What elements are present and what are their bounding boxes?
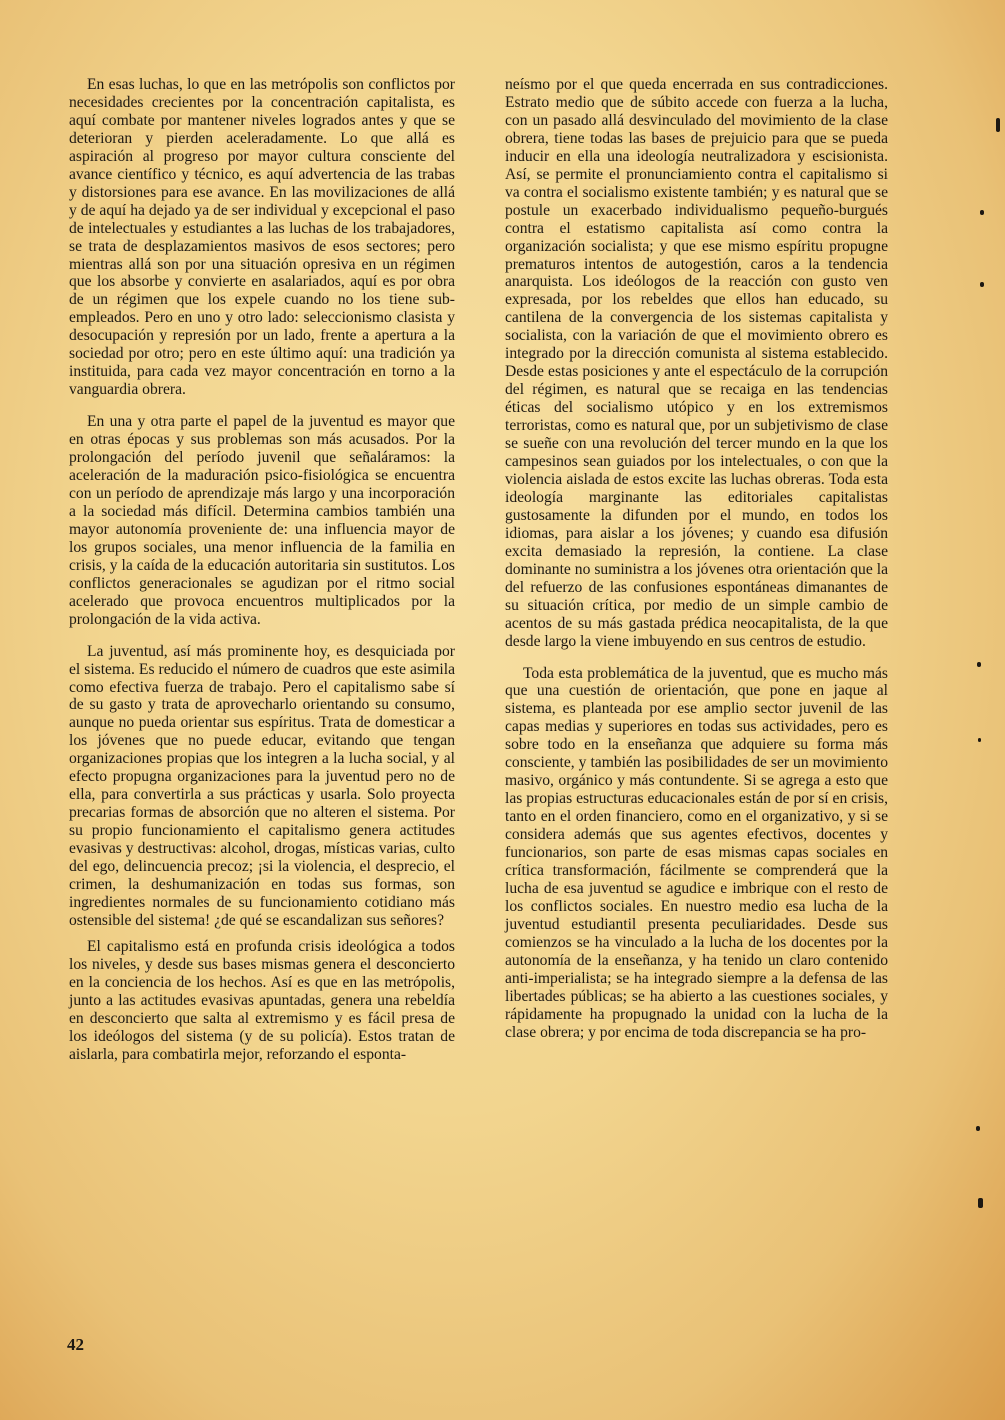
edge-ink-mark	[996, 118, 1000, 132]
edge-ink-mark	[980, 210, 984, 215]
paragraph-4: El capitalismo está en profunda crisis ideológica a todos los niveles, y desde sus bases mismas genera el desconcierto en la conciencia de los hechos. Así es que en las metrópolis, junto a las actitudes evasivas apuntadas, genera una rebeldía en desconcierto que salta al extremismo y es fácil presa de los ideólogos del sistema (y de su policía). Estos tratan de aislarla, para combatirla mejor, reforzando el esponta-	[69, 937, 455, 1063]
right-text-column	[505, 76, 888, 1050]
paragraph-5: neísmo por el que queda encerrada en sus contradicciones. Estrato medio que de súbito accede con fuerza a la lucha, con un pasado allá desvinculado del movimiento de la clase obrera, tiene todas las bases de prejuicio para que se pueda inducir en ella una ideología neutralizadora y escisionista. Así, se permite el pronunciamiento contra el capitalismo si va contra el socialismo existente también; y es natural que se postule un exacerbado individualismo pequeño-burgués contra el estatismo capitalista así como contra la organización socialista; y que ese mismo espíritu propugne prematuros intentos de autogestión, caros a la tendencia anarquista. Los ideólogos de la reacción con gusto ven expresada, por los rebeldes que ellos han educado, su cantilena de la convergencia de los sistemas capitalista y socialista, con la variación de que el movimiento obrero es integrado por la dirección comunista al sistema establecido. Desde estas posiciones y ante el espectáculo de la corrupción del régimen, es natural que se recaiga en las tendencias éticas del socialismo utópico y en los extremismos terroristas, como es natural que, por un subjetivismo de clase se sueñe con una revolución del tercer mundo en la que los campesinos sean guiados por los intelectuales, o con que la violencia aislada de estos excite las luchas obreras. Toda esta ideología marginante las editoriales capitalistas gustosamente la difunden por el mundo, en todos los idiomas, para aislar a los jóvenes; y cuando esa difusión excita demasiado la represión, la contiene. La clase dominante no suministra a los jóvenes otra orientación que la del refuerzo de las confusiones espontáneas dimanantes de su situación crítica, por medio de un simple cambio de acentos de su más gastada prédica neocapitalista, de la que desde largo la viene imbuyendo en sus centros de estudio.	[505, 76, 888, 650]
edge-ink-mark	[977, 662, 981, 667]
page-number: 42	[67, 1335, 84, 1354]
left-text-column	[69, 76, 455, 1072]
paragraph-2: En una y otra parte el papel de la juventud es mayor que en otras épocas y sus problemas son más acusados. Por la prolongación del período juvenil que señaláramos: la aceleración de la maduración psico-fisiológica se encuentra con un período de aprendizaje más largo y una incorporación a la sociedad más difícil. Determina cambios también una mayor autonomía proveniente de: una influencia mayor de los grupos sociales, una menor influencia de la familia en crisis, y la caída de la educación autoritaria sin sustitutos. Los conflictos generacionales se agudizan por el ritmo social acelerado que provoca encuentros multiplicados por la prolongación de la vida activa.	[69, 413, 455, 628]
paragraph-6: Toda esta problemática de la juventud, que es mucho más que una cuestión de orientación, que pone en jaque al sistema, es planteada por ese amplio sector juvenil de las capas medias y superiores en todas sus actividades, pero es sobre todo en la enseñanza que adquiere su forma más consciente, y también las posibilidades de ser un movimiento masivo, orgánico y más contundente. Si se agrega a esto que las propias estructuras educacionales están de por sí en crisis, tanto en el orden financiero, como en el organizativo, y si se considera además que sus agentes efectivos, docentes y funcionarios, son parte de esas mismas capas sociales en crítica transformación, fácilmente se comprenderá que la lucha de esa juventud se agudice e imbrique con el resto de los conflictos sociales. En nuestro medio esa lucha de la juventud estudiantil presenta peculiaridades. Desde sus comienzos se ha vinculado a la lucha de los docentes por la autonomía de la enseñanza, y ha tenido un claro contenido anti-imperialista; se ha integrado siempre a la defensa de las libertades públicas; se ha abierto a las cuestiones sociales, y rápidamente ha propugnado la unidad con la lucha de la clase obrera; y por encima de toda discrepancia se ha pro-	[505, 664, 888, 1041]
edge-ink-mark	[976, 1126, 980, 1131]
edge-ink-mark	[978, 1198, 983, 1208]
paragraph-3: La juventud, así más prominente hoy, es desquiciada por el sistema. Es reducido el número de cuadros que este asimila como efectiva fuerza de trabajo. Pero el capitalismo sabe sí de su gasto y trata de aprovecharlo orientando su consumo, aunque no pueda orientar sus espíritus. Trata de domesticar a los jóvenes que no puede educar, evitando que tengan organizaciones propias que los integren a la lucha social, y al efecto propugna organizaciones para la juventud pero no de ella, para convertirla a sus prácticas y usarla. Solo proyecta precarias formas de absorción que no alteren el sistema. Por su propio funcionamiento el capitalismo genera actitudes evasivas y destructivas: alcohol, drogas, místicas varias, culto del ego, delincuencia precoz; ¡si la violencia, el desprecio, el crimen, la deshumanización en todas sus formas, son ingredientes normales de su funcionamiento cotidiano más ostensible del sistema! ¿de qué se escandalizan sus señores?	[69, 642, 455, 929]
edge-ink-mark	[980, 282, 984, 287]
paragraph-1: En esas luchas, lo que en las metrópolis son conflictos por necesidades crecientes por la concentración capitalista, es aquí combate por mantener niveles logrados antes y que se deterioran y pierden aceleradamente. Lo que allá es aspiración al progreso por mayor cultura consciente del avance científico y técnico, es aquí advertencia de las trabas y distorsiones para ese avance. En las movilizaciones de allá y de aquí ha dejado ya de ser individual y excepcional el paso de intelectuales y estudiantes a las luchas de los trabajadores, se trata de desplazamientos masivos de esos sectores; pero mientras allá son por una situación opresiva en un régimen que los absorbe y convierte en asalariados, aquí es por obra de un régimen que los expele cuando no los tiene sub-empleados. Pero en uno y otro lado: seleccionismo clasista y desocupación y represión por un lado, frente a apertura a la sociedad por otro; pero en este último aquí: una tradición ya instituida, para cada vez mayor concentración en torno a la vanguardia obrera.	[69, 76, 455, 399]
edge-ink-mark	[978, 738, 981, 742]
